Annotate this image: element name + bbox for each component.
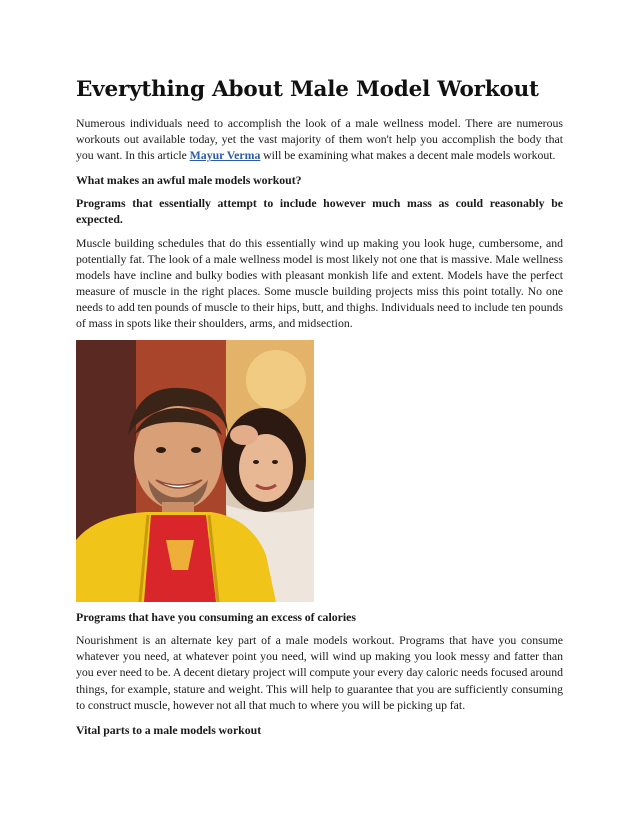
document-page: [76, 76, 563, 745]
section-heading-calories: Programs that have you consuming an excess of calories: [76, 610, 356, 625]
photo-male-model: [76, 340, 314, 602]
page-title: Everything About Male Model Workout: [76, 77, 539, 102]
section-heading-mass-programs: Programs that essentially attempt to include however much mass as could reasonably be expected.: [76, 196, 563, 227]
intro-text-before: Numerous individuals need to accomplish the look of a male wellness model. There are numerous workouts out available today, yet the vast majority of them won't help you accomplish the body that you want. In this article: [76, 116, 563, 163]
section-heading-vital-parts: Vital parts to a male models workout: [76, 722, 262, 737]
paragraph-muscle-building: Muscle building schedules that do this essentially wind up making you look huge, cumbersome, and potentially fat. The look of a male wellness model is most likely not one that is massive. Male wellness models have incline and bulky bodies with pleasant monkish life and extent. Models have the perfect measure of muscle in the right places. Some muscle building projects miss this point totally. No one needs to add ten pounds of muscle to their hips, butt, and thighs. Individuals need to include ten pounds of mass in spots like their shoulders, arms, and midsection.: [76, 235, 563, 331]
paragraph-nourishment: Nourishment is an alternate key part of a male models workout. Programs that have you consume whatever you need, at whatever point you need, will wind up making you look messy and fatter than you ever need to be. A decent dietary project will compute your every day caloric needs focused around things, for example, stature and weight. This will help to guarantee that you are sufficiently consuming to construct muscle, however not all that much to where you will be picking up fat.: [76, 633, 563, 712]
author-link[interactable]: Mayur Verma: [189, 148, 261, 163]
photo-illustration: [76, 340, 314, 602]
intro-paragraph: [76, 115, 563, 163]
section-heading-awful-workout: What makes an awful male models workout?: [76, 173, 302, 188]
intro-text-after: will be examining what makes a decent male models workout.: [260, 148, 556, 163]
